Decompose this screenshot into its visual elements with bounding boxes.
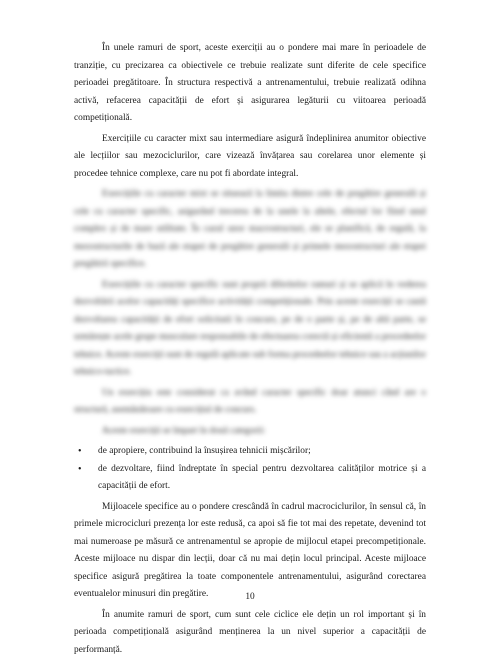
page-body <box>74 40 426 662</box>
blurred-paragraph: Un exercițiu este considerat ca având caracter specific doar atunci când are o structură, asemănătoare cu exercițiul de concurs. <box>74 387 426 415</box>
blurred-paragraph: Exercițiile cu caracter mixt se situează la limita dintre cele de pregătire generală și cele cu caracter specific, asigurând trecerea de la unele la altele, efectul lor fiind unul complex și de mare utilitate. În cazul unor macrostructuri, ele se planifică, de regulă, la mezostructurile de bază ale etapei de pregătire generală și primele mezostructuri ale etapei pregătirii specifice. <box>74 189 426 269</box>
paragraph-cyclic-sports: În anumite ramuri de sport, cum sunt cele ciclice ele dețin un rol important și în perioada competițională asigurând menținerea la un nivel superior a capacității de performanță. <box>74 609 426 655</box>
bullet-item: • de apropiere, contribuind la însușirea tehnicii mișcărilor; <box>74 443 426 461</box>
bullet-list <box>74 443 426 496</box>
paragraph-transition: În unele ramuri de sport, aceste exerciții au o pondere mai mare în perioadele de tranziție, cu precizarea ca obiectivele ce trebuie realizate sunt diferite de cele specifice perioadei pregătitoare. În structura respectivă a antrenamentului, trebuie realizată odihna activă, refacerea capacității de efort și asigurarea legăturii cu viitoarea perioadă competițională. <box>74 43 426 123</box>
paragraph-mixed-exercises: Exercițiile cu caracter mixt sau intermediare asigură îndeplinirea anumitor obiective ale lecțiilor sau mezociclurilor, care vizează învățarea sau corelarea unor elemente și procedee tehnice complexe, care nu pot fi abordate integral. <box>74 133 426 179</box>
paragraph-specific-means: Mijloacele specifice au o pondere crescândă în cadrul macrociclurilor, în sensul că, în primele microcicluri prezența lor este redusă, ca apoi să fie tot mai des repetate, devenind tot mai numeroase pe măsură ce antrenamentul se apropie de mijlocul etapei precompetiționale. Aceste mijloace nu dispar din lecții, doar că nu mai dețin locul principal. Aceste mijloace specifice asigură pregătirea la toate componentele antrenamentului, asigurând corectarea eventualelor minusuri din pregătire. <box>74 501 426 599</box>
bullet-item: • de dezvoltare, fiind îndreptate în special pentru dezvoltarea calităților motrice și a capacității de efort. <box>74 461 426 496</box>
blurred-paragraph: Aceste exerciții se împart în două categorii: <box>102 425 266 436</box>
blurred-section <box>74 186 426 440</box>
blurred-paragraph: Exercițiile cu caracter specific sunt proprii diferitelor ramuri și se aplică în vederea dezvoltării acelor capacități specifice activității competiționale. Prin aceste exerciții se caută dezvoltarea capacității de efort solicitată în concurs, pe de o parte și, pe de altă parte, se urmărește acele grupe musculare responsabile de efectuarea corectă și eficientă a procedeelor tehnice. Aceste exerciții sunt de regulă aplicate sub forma procedeelor tehnice sau a acțiunilor tehnico-tactice. <box>74 279 426 377</box>
page-number: 10 <box>245 592 255 602</box>
